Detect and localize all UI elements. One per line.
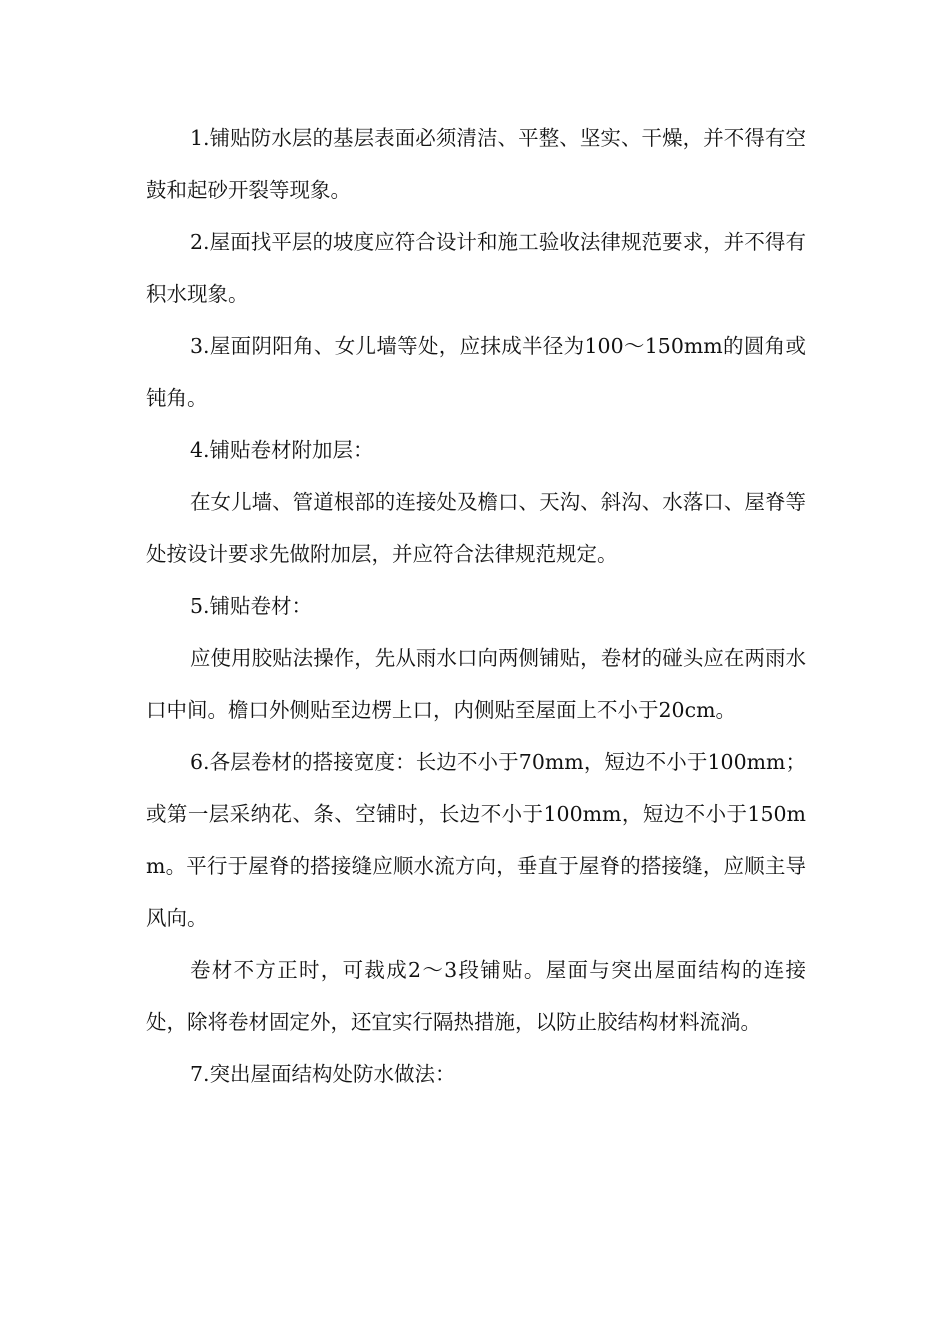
paragraph-2: 2.屋面找平层的坡度应符合设计和施工验收法律规范要求，并不得有积水现象。 bbox=[146, 230, 806, 306]
paragraph-5-heading: 5.铺贴卷材： bbox=[190, 594, 313, 618]
paragraph-5-body: 应使用胶贴法操作，先从雨水口向两侧铺贴，卷材的碰头应在两雨水口中间。檐口外侧贴至边楞上口，内侧贴至屋面上不小于20cm。 bbox=[146, 646, 806, 722]
paragraph-1: 1.铺贴防水层的基层表面必须清洁、平整、坚实、干燥，并不得有空鼓和起砂开裂等现象。 bbox=[146, 126, 806, 202]
paragraph-4-body: 在女儿墙、管道根部的连接处及檐口、天沟、斜沟、水落口、屋脊等处按设计要求先做附加层，并应符合法律规范规定。 bbox=[146, 490, 806, 566]
paragraph-6-note: 卷材不方正时，可裁成2～3段铺贴。屋面与突出屋面结构的连接处，除将卷材固定外，还宜实行隔热措施，以防止胶结构材料流淌。 bbox=[146, 958, 806, 1034]
document-body bbox=[146, 112, 806, 1100]
paragraph-6: 6.各层卷材的搭接宽度：长边不小于70mm，短边不小于100mm；或第一层采纳花、条、空铺时，长边不小于100mm，短边不小于150mm。平行于屋脊的搭接缝应顺水流方向，垂直于屋脊的搭接缝，应顺主导风向。 bbox=[146, 750, 806, 930]
paragraph-7-heading: 7.突出屋面结构处防水做法： bbox=[190, 1062, 456, 1086]
paragraph-4-heading: 4.铺贴卷材附加层： bbox=[190, 438, 374, 462]
paragraph-3: 3.屋面阴阳角、女儿墙等处，应抹成半径为100～150mm的圆角或钝角。 bbox=[146, 334, 806, 410]
